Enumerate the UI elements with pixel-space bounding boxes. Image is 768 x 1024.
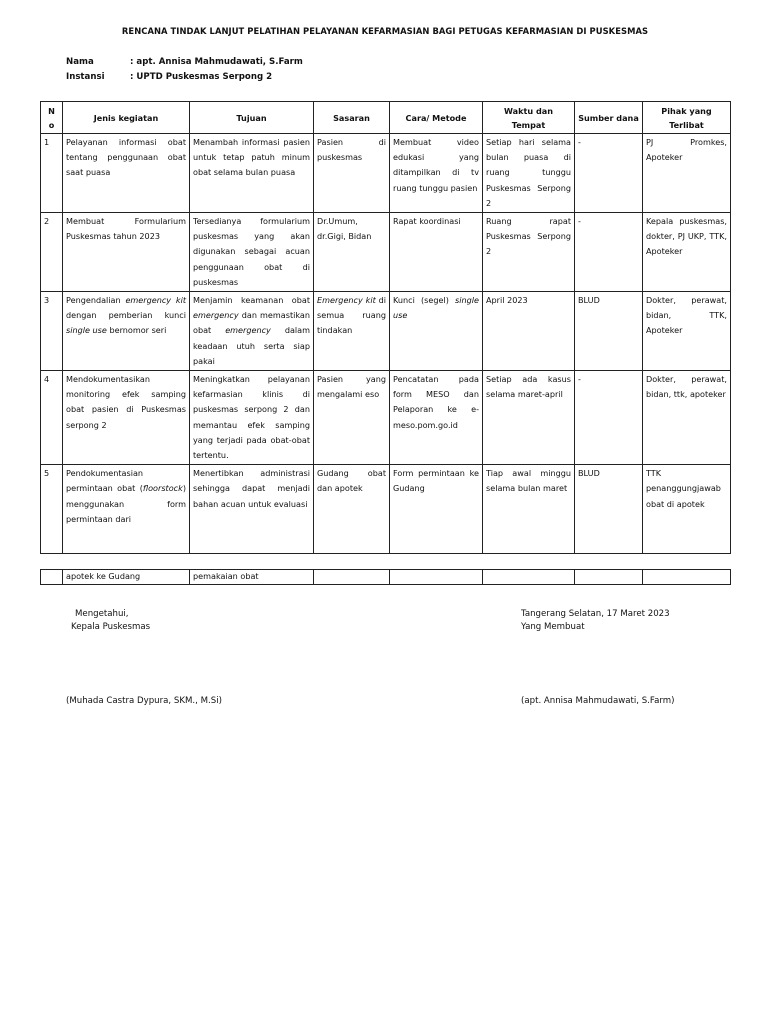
table-row: [41, 371, 731, 465]
plan-table: [40, 101, 731, 554]
nama-value: : apt. Annisa Mahmudawati, S.Farm: [130, 57, 303, 67]
table-row: [41, 465, 731, 554]
cell-kegiatan: Mendokumentasikan monitoring efek samping obat pasien di Puskesmas serpong 2: [63, 371, 190, 465]
cell-sasaran: Dr.Umum, dr.Gigi, Bidan: [314, 213, 390, 292]
cell-kegiatan: Pelayanan informasi obat tentang penggunaan obat saat puasa: [63, 134, 190, 213]
header-kegiatan: Jenis kegiatan: [63, 102, 190, 134]
cell-no: 2: [41, 213, 63, 292]
cell-dana: -: [575, 371, 643, 465]
signature-left-heading: [71, 608, 151, 633]
cell-kegiatan: Pendokumentasian permintaan obat (floorstock) menggunakan form permintaan dari: [63, 465, 190, 554]
cell-sasaran: Gudang obat dan apotek: [314, 465, 390, 554]
cell-pihak: PJ Promkes, Apoteker: [643, 134, 731, 213]
cell-no: 1: [41, 134, 63, 213]
cell-kegiatan: Pengendalian emergency kit dengan pemberian kunci single use bernomor seri: [63, 292, 190, 371]
cell-waktu: Ruang rapat Puskesmas Serpong 2: [483, 213, 575, 292]
document-title: RENCANA TINDAK LANJUT PELATIHAN PELAYANAN KEFARMASIAN BAGI PETUGAS KEFARMASIAN DI PUSKESMAS: [121, 26, 649, 36]
signature-left-name: (Muhada Castra Dypura, SKM., M.Si): [66, 696, 222, 706]
cell-sasaran: Emergency kit di semua ruang tindakan: [314, 292, 390, 371]
cell-pihak: [643, 570, 731, 585]
cell-waktu: Setiap ada kasus selama maret-april: [483, 371, 575, 465]
cell-no: 5: [41, 465, 63, 554]
cell-pihak: Dokter, perawat, bidan, ttk, apoteker: [643, 371, 731, 465]
nama-label: Nama: [66, 57, 94, 67]
table-row: [41, 570, 731, 585]
cell-tujuan: Menambah informasi pasien untuk tetap patuh minum obat selama bulan puasa: [190, 134, 314, 213]
cell-no: 4: [41, 371, 63, 465]
cell-tujuan: pemakaian obat: [190, 570, 314, 585]
table-header-row: [41, 102, 731, 134]
cell-cara: [390, 570, 483, 585]
instansi-value: : UPTD Puskesmas Serpong 2: [130, 72, 273, 82]
cell-waktu: Setiap hari selama bulan puasa di ruang tunggu Puskesmas Serpong 2: [483, 134, 575, 213]
cell-pihak: Dokter, perawat, bidan, TTK, Apoteker: [643, 292, 731, 371]
signature-right-name: (apt. Annisa Mahmudawati, S.Farm): [521, 696, 675, 706]
cell-kegiatan: Membuat Formularium Puskesmas tahun 2023: [63, 213, 190, 292]
cell-dana: BLUD: [575, 292, 643, 371]
cell-kegiatan: apotek ke Gudang: [63, 570, 190, 585]
table-row: [41, 213, 731, 292]
instansi-label: Instansi: [66, 72, 105, 82]
signature-left-line2: Kepala Puskesmas: [71, 621, 151, 632]
signature-right-line2: Yang Membuat: [521, 621, 585, 632]
header-cara: Cara/ Metode: [390, 102, 483, 134]
table-row: [41, 134, 731, 213]
cell-pihak: TTK penanggungjawab obat di apotek: [643, 465, 731, 554]
cell-cara: Pencatatan pada form MESO dan Pelaporan ke e-meso.pom.go.id: [390, 371, 483, 465]
cell-sasaran: Pasien yang mengalami eso: [314, 371, 390, 465]
cell-tujuan: Menjamin keamanan obat emergency dan memastikan obat emergency dalam keadaan utuh serta siap pakai: [190, 292, 314, 371]
cell-waktu: [483, 570, 575, 585]
cell-tujuan: Tersedianya formularium puskesmas yang akan digunakan sebagai acuan penggunaan obat di puskesmas: [190, 213, 314, 292]
cell-tujuan: Meningkatkan pelayanan kefarmasian klinis di puskesmas serpong 2 dan memantau efek samping yang terjadi pada obat-obat tertentu.: [190, 371, 314, 465]
cell-dana: BLUD: [575, 465, 643, 554]
cell-no: [41, 570, 63, 585]
cell-cara: Form permintaan ke Gudang: [390, 465, 483, 554]
header-no: N o: [41, 102, 63, 134]
cell-no: 3: [41, 292, 63, 371]
header-pihak: Pihak yang Terlibat: [643, 102, 731, 134]
table-row: [41, 292, 731, 371]
header-dana: Sumber dana: [575, 102, 643, 134]
cell-waktu: April 2023: [483, 292, 575, 371]
info-instansi: [66, 72, 272, 82]
cell-sasaran: Pasien di puskesmas: [314, 134, 390, 213]
header-tujuan: Tujuan: [190, 102, 314, 134]
cell-pihak: Kepala puskesmas, dokter, PJ UKP, TTK, Apoteker: [643, 213, 731, 292]
header-sasaran: Sasaran: [314, 102, 390, 134]
signature-left-line1: Mengetahui,: [75, 609, 129, 619]
cell-tujuan: Menertibkan administrasi sehingga dapat menjadi bahan acuan untuk evaluasi: [190, 465, 314, 554]
cell-dana: -: [575, 134, 643, 213]
cell-waktu: Tiap awal minggu selama bulan maret: [483, 465, 575, 554]
cell-sasaran: [314, 570, 390, 585]
signature-right-line1: Tangerang Selatan, 17 Maret 2023: [521, 609, 670, 619]
cell-dana: [575, 570, 643, 585]
header-waktu: Waktu dan Tempat: [483, 102, 575, 134]
cell-cara: Kunci (segel) single use: [390, 292, 483, 371]
cell-dana: -: [575, 213, 643, 292]
cell-cara: Membuat video edukasi yang ditampilkan di tv ruang tunggu pasien: [390, 134, 483, 213]
plan-table-continuation: [40, 569, 731, 585]
cell-cara: Rapat koordinasi: [390, 213, 483, 292]
signature-right-heading: [521, 608, 670, 633]
info-nama: [66, 57, 303, 67]
